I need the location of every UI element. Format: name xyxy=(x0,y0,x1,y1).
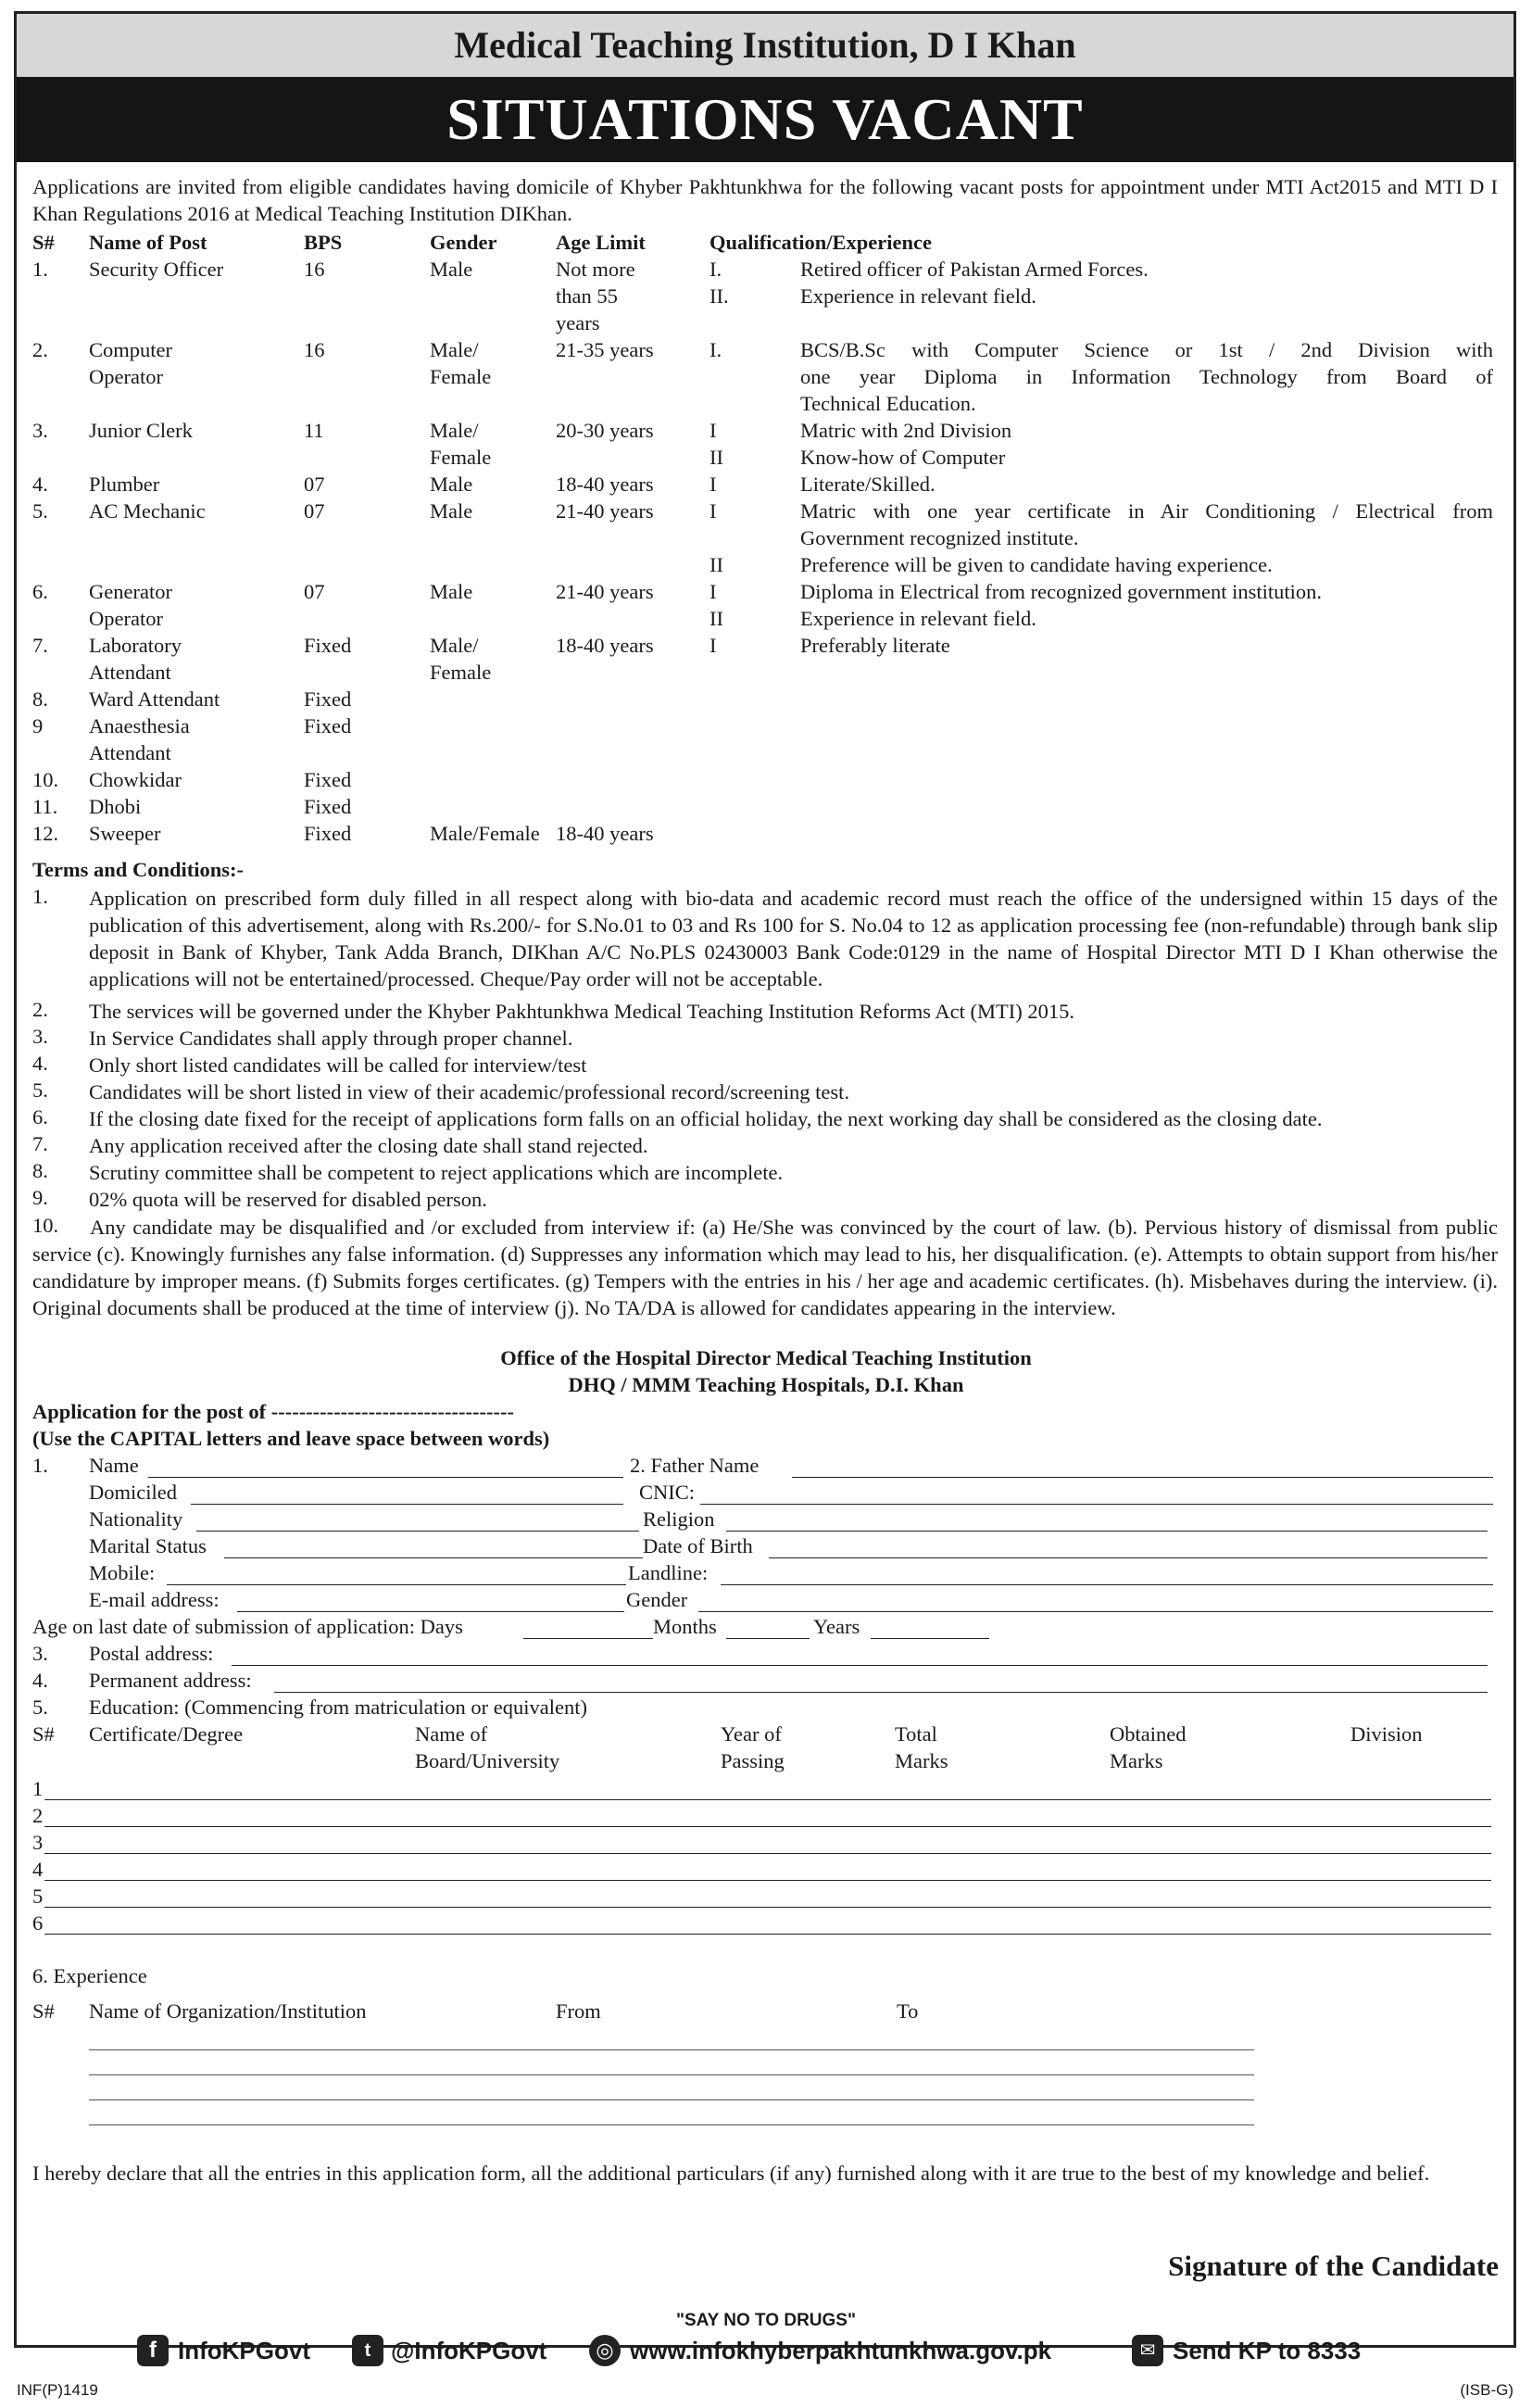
row-sno: 10. xyxy=(32,768,59,791)
row-sno: 9 xyxy=(32,714,44,738)
website-link[interactable]: www.infokhyberpakhtunkhwa.gov.pk xyxy=(630,2337,1052,2364)
dob-label: Date of Birth xyxy=(643,1534,753,1557)
post-name: Laboratory xyxy=(89,634,182,657)
education-row-number: 6 xyxy=(32,1911,44,1935)
qualification-text: Diploma in Electrical from recognized government institution. xyxy=(800,580,1322,603)
domiciled-field[interactable] xyxy=(191,1504,623,1505)
education-row-line[interactable] xyxy=(44,1880,1491,1881)
term-number: 7. xyxy=(32,1132,48,1155)
edu-header-year-2: Passing xyxy=(721,1749,785,1772)
edu-header-total-2: Marks xyxy=(895,1749,948,1772)
col-header-gender: Gender xyxy=(430,231,497,254)
qualification-text: Technical Education. xyxy=(800,392,976,415)
row-sno: 4. xyxy=(32,473,48,496)
qualification-text: Government recognized institute. xyxy=(800,526,1079,549)
sms-text: Send KP to 8333 xyxy=(1173,2337,1362,2364)
education-row-line[interactable] xyxy=(44,1826,1491,1827)
qualification-number: II. xyxy=(709,284,729,308)
facebook-handle: InfoKPGovt xyxy=(178,2337,310,2364)
qualification-text: Retired officer of Pakistan Armed Forces. xyxy=(800,258,1149,281)
edu-header-obtained: Obtained xyxy=(1110,1722,1187,1746)
row-sno: 5. xyxy=(32,499,48,523)
post-name: Plumber xyxy=(89,473,160,496)
post-age-limit: 18-40 years xyxy=(556,822,654,845)
post-age-limit: years xyxy=(556,311,600,334)
post-gender: Male/ xyxy=(430,634,479,657)
post-gender: Male xyxy=(430,473,473,496)
experience-row-line[interactable] xyxy=(89,2099,1254,2100)
edu-header-sno: S# xyxy=(32,1722,55,1746)
term-number: 5. xyxy=(32,1078,48,1102)
qualification-number: II xyxy=(709,607,723,630)
term-item-10: Any candidate may be disqualified and /or excluded from interview if: (a) He/She was convinced by the court of law. (b). Pervious history of dismissal from public service (c). Knowingly furnishes any false information. (d) Suppresses any information which may lead to his, her disqualification. (e). Attempts to obtain support from his/her candidature by improper means. (f) Submits forges certificates. (g) Tempers with the entries in his / her age and academic certificates. (h). Misbehaves during the interview. (i). Original documents shall be produced at the time of interview (j). No TA/DA is allowed for candidates appearing in the interview. xyxy=(32,1216,1498,1319)
twitter-icon: t xyxy=(352,2335,383,2366)
post-bps: Fixed xyxy=(304,795,352,818)
term-number: 2. xyxy=(32,998,48,1021)
cnic-field[interactable] xyxy=(700,1504,1493,1505)
landline-field[interactable] xyxy=(721,1584,1493,1585)
mobile-label: Mobile: xyxy=(89,1561,156,1584)
education-row-number: 1 xyxy=(32,1777,44,1800)
post-name: Generator xyxy=(89,580,172,603)
name-field[interactable] xyxy=(148,1477,623,1478)
marital-status-label: Marital Status xyxy=(89,1534,207,1557)
email-field[interactable] xyxy=(237,1611,624,1612)
field-number: 5. xyxy=(32,1696,48,1719)
term-item: Application on prescribed form duly filled in all respect along with bio-data and academic record must reach the office of the undersigned within 15 days of the publication of this advertisement, along with Rs.200/- for S.No.01 to 03 and Rs 100 for S. No.04 to 12 as application processing fee (non-refundable) through bank slip deposit in Bank of Khyber, Tank Adda Branch, DIKhan A/C No.PLS 02430003 Bank Code:0129 in the name of Hospital Director MTI D I Khan otherwise the applications will not be entertained/processed. Cheque/Pay order will not be acceptable. xyxy=(89,887,1498,990)
post-name: Attendant xyxy=(89,741,171,764)
qualification-number: I xyxy=(709,580,717,603)
col-header-bps: BPS xyxy=(304,231,343,254)
qualification-text: Know-how of Computer xyxy=(800,446,1006,469)
qualification-number: I xyxy=(709,419,717,442)
field-number: 4. xyxy=(32,1669,48,1692)
age-years-field[interactable] xyxy=(871,1638,989,1639)
exp-header-sno: S# xyxy=(32,1999,55,2023)
qualification-number: II xyxy=(709,553,723,576)
qualification-text: Experience in relevant field. xyxy=(800,284,1036,308)
term-item: Any application received after the closing date shall stand rejected. xyxy=(89,1134,648,1157)
religion-field[interactable] xyxy=(726,1531,1488,1532)
term-number: 3. xyxy=(32,1025,48,1048)
post-gender: Male/Female xyxy=(430,822,540,845)
col-header-post: Name of Post xyxy=(89,231,207,254)
nationality-field[interactable] xyxy=(196,1531,639,1532)
post-age-limit: 18-40 years xyxy=(556,634,654,657)
twitter-handle: @InfoKPGovt xyxy=(391,2337,547,2364)
post-bps: 07 xyxy=(304,499,325,523)
code-right: (ISB-G) xyxy=(1460,2381,1513,2399)
term-item: Candidates will be short listed in view of their academic/professional record/screening test. xyxy=(89,1080,849,1103)
gender-field[interactable] xyxy=(698,1611,1493,1612)
term-item: 02% quota will be reserved for disabled person. xyxy=(89,1188,487,1211)
term-number: 9. xyxy=(32,1186,48,1209)
post-name: AC Mechanic xyxy=(89,499,206,523)
post-age-limit: 21-40 years xyxy=(556,499,654,523)
edu-header-board: Name of xyxy=(415,1722,488,1746)
qualification-number: I xyxy=(709,499,717,523)
term-item: Scrutiny committee shall be competent to reject applications which are incomplete. xyxy=(89,1161,784,1184)
row-sno: 6. xyxy=(32,580,48,603)
landline-label: Landline: xyxy=(628,1561,709,1584)
mobile-field[interactable] xyxy=(167,1584,626,1585)
post-age-limit: Not more xyxy=(556,258,635,281)
post-name: Sweeper xyxy=(89,822,161,845)
post-gender: Male xyxy=(430,580,473,603)
term-number: 10. xyxy=(32,1214,59,1237)
experience-row-line[interactable] xyxy=(89,2124,1254,2125)
post-gender: Female xyxy=(430,446,492,469)
post-name: Chowkidar xyxy=(89,768,182,791)
term-item: In Service Candidates shall apply through proper channel. xyxy=(89,1027,573,1050)
education-row-number: 3 xyxy=(32,1831,44,1854)
education-row-line[interactable] xyxy=(44,1907,1491,1908)
post-name: Attendant xyxy=(89,661,171,684)
term-item: If the closing date fixed for the receipt of applications form falls on an official holiday, the next working day shall be considered as the closing date. xyxy=(89,1107,1323,1130)
post-bps: 07 xyxy=(304,473,325,496)
postal-address-label: Postal address: xyxy=(89,1642,214,1665)
post-bps: 07 xyxy=(304,580,325,603)
qualification-text: Preferably literate xyxy=(800,634,950,657)
qualification-text: BCS/B.Sc with Computer Science or 1st / 2nd Division with xyxy=(800,338,1493,361)
office-line-2: DHQ / MMM Teaching Hospitals, D.I. Khan xyxy=(568,1373,964,1396)
father-name-field[interactable] xyxy=(792,1477,1493,1478)
gender-label: Gender xyxy=(626,1588,688,1611)
qualification-text: one year Diploma in Information Technology from Board of xyxy=(800,365,1493,388)
post-name: Operator xyxy=(89,607,163,630)
education-row-number: 4 xyxy=(32,1858,44,1881)
education-row-number: 5 xyxy=(32,1885,44,1908)
post-bps: Fixed xyxy=(304,822,352,845)
row-sno: 11. xyxy=(32,795,58,818)
term-item: The services will be governed under the Khyber Pakhtunkhwa Medical Teaching Institution Reforms Act (MTI) 2015. xyxy=(89,1000,1074,1023)
permanent-address-label: Permanent address: xyxy=(89,1669,252,1692)
term-item: Only short listed candidates will be called for interview/test xyxy=(89,1053,587,1077)
permanent-address-field[interactable] xyxy=(274,1692,1488,1693)
post-gender: Male xyxy=(430,258,473,281)
post-name: Security Officer xyxy=(89,258,224,281)
field-number: 1. xyxy=(32,1454,48,1477)
edu-header-division: Division xyxy=(1350,1722,1423,1746)
post-age-limit: than 55 xyxy=(556,284,618,308)
qualification-text: Matric with 2nd Division xyxy=(800,419,1012,442)
term-number: 8. xyxy=(32,1159,48,1182)
term-number: 1. xyxy=(32,885,48,908)
dob-field[interactable] xyxy=(769,1557,1488,1558)
age-days-field[interactable] xyxy=(523,1638,653,1639)
qualification-text: Matric with one year certificate in Air Conditioning / Electrical from xyxy=(800,499,1493,523)
qualification-number: II xyxy=(709,446,723,469)
father-name-label: 2. Father Name xyxy=(630,1454,760,1477)
post-gender: Male/ xyxy=(430,338,479,361)
post-bps: Fixed xyxy=(304,687,352,711)
col-header-sno: S# xyxy=(32,231,55,254)
marital-status-field[interactable] xyxy=(224,1557,643,1558)
post-gender: Male/ xyxy=(430,419,479,442)
edu-header-obtained-2: Marks xyxy=(1110,1749,1163,1772)
age-months-field[interactable] xyxy=(726,1638,810,1639)
post-bps: Fixed xyxy=(304,634,352,657)
post-age-limit: 18-40 years xyxy=(556,473,654,496)
education-label: Education: (Commencing from matriculation or equivalent) xyxy=(89,1696,587,1719)
field-number: 3. xyxy=(32,1642,48,1665)
terms-heading: Terms and Conditions:- xyxy=(32,858,244,881)
row-sno: 3. xyxy=(32,419,48,442)
post-bps: Fixed xyxy=(304,714,352,738)
email-label: E-mail address: xyxy=(89,1588,220,1611)
form-instruction: (Use the CAPITAL letters and leave space between words) xyxy=(32,1427,550,1450)
post-bps: Fixed xyxy=(304,768,352,791)
qualification-number: I xyxy=(709,634,717,657)
post-name: Dhobi xyxy=(89,795,142,818)
post-name: Computer xyxy=(89,338,172,361)
post-name: Anaesthesia xyxy=(89,714,190,738)
post-gender: Male xyxy=(430,499,473,523)
post-age-limit: 21-35 years xyxy=(556,338,654,361)
signature-label: Signature of the Candidate xyxy=(1168,2250,1499,2282)
postal-address-field[interactable] xyxy=(232,1665,1488,1666)
post-gender: Female xyxy=(430,365,492,388)
exp-header-from: From xyxy=(556,1999,601,2023)
post-bps: 11 xyxy=(304,419,324,442)
religion-label: Religion xyxy=(643,1507,715,1531)
experience-label: 6. Experience xyxy=(32,1964,147,1987)
education-row-line[interactable] xyxy=(44,1853,1491,1854)
qualification-number: I. xyxy=(709,258,722,281)
nationality-label: Nationality xyxy=(89,1507,183,1531)
banner-title: SITUATIONS VACANT xyxy=(17,77,1513,162)
facebook-icon: f xyxy=(137,2335,169,2366)
term-number: 6. xyxy=(32,1105,48,1128)
institution-title: Medical Teaching Institution, D I Khan xyxy=(17,14,1513,77)
form-post-label: Application for the post of ----------------------------------- xyxy=(32,1400,514,1423)
row-sno: 1. xyxy=(32,258,48,281)
post-name: Junior Clerk xyxy=(89,419,193,442)
post-gender: Female xyxy=(430,661,492,684)
cnic-label: CNIC: xyxy=(639,1481,696,1504)
exp-header-organization: Name of Organization/Institution xyxy=(89,1999,367,2023)
education-row-line[interactable] xyxy=(44,1934,1491,1935)
row-sno: 8. xyxy=(32,687,48,711)
col-header-qualification: Qualification/Experience xyxy=(709,231,932,254)
row-sno: 12. xyxy=(32,822,59,845)
qualification-text: Literate/Skilled. xyxy=(800,473,936,496)
post-name: Ward Attendant xyxy=(89,687,220,711)
qualification-text: Experience in relevant field. xyxy=(800,607,1036,630)
edu-header-total: Total xyxy=(895,1722,937,1746)
row-sno: 2. xyxy=(32,338,48,361)
declaration-text: I hereby declare that all the entries in this application form, all the additional particulars (if any) furnished along with it are true to the best of my knowledge and belief. xyxy=(32,2162,1430,2185)
experience-row-line[interactable] xyxy=(89,2049,1254,2050)
office-line-1: Office of the Hospital Director Medical Teaching Institution xyxy=(500,1346,1032,1369)
name-label: Name xyxy=(89,1454,139,1477)
globe-icon: ◎ xyxy=(589,2335,621,2366)
edu-header-certificate: Certificate/Degree xyxy=(89,1722,244,1746)
age-years-label: Years xyxy=(813,1615,860,1638)
exp-header-to: To xyxy=(897,1999,919,2023)
post-age-limit: 21-40 years xyxy=(556,580,654,603)
code-left: INF(P)1419 xyxy=(17,2381,98,2399)
qualification-text: Preference will be given to candidate having experience. xyxy=(800,553,1273,576)
post-age-limit: 20-30 years xyxy=(556,419,654,442)
edu-header-year: Year of xyxy=(721,1722,782,1746)
age-label: Age on last date of submission of application: Days xyxy=(32,1615,463,1638)
qualification-number: I xyxy=(709,473,717,496)
post-bps: 16 xyxy=(304,258,325,281)
edu-header-board-2: Board/University xyxy=(415,1749,560,1772)
experience-row-line[interactable] xyxy=(89,2074,1254,2075)
message-icon: ✉ xyxy=(1132,2335,1163,2366)
education-row-number: 2 xyxy=(32,1804,44,1827)
slogan: "SAY NO TO DRUGS" xyxy=(676,2311,856,2330)
post-name: Operator xyxy=(89,365,163,388)
qualification-number: I. xyxy=(709,338,722,361)
term-number: 4. xyxy=(32,1052,48,1075)
age-months-label: Months xyxy=(653,1615,717,1638)
intro-text: Applications are invited from eligible candidates having domicile of Khyber Pakhtunkhwa for the following vacant posts for appointment under MTI Act2015 and MTI D I Khan Regulations 2016 at Medical Teaching Institution DIKhan. xyxy=(32,175,1498,225)
col-header-age: Age Limit xyxy=(556,231,646,254)
domiciled-label: Domiciled xyxy=(89,1481,177,1504)
post-bps: 16 xyxy=(304,338,325,361)
row-sno: 7. xyxy=(32,634,48,657)
education-row-line[interactable] xyxy=(44,1799,1491,1800)
